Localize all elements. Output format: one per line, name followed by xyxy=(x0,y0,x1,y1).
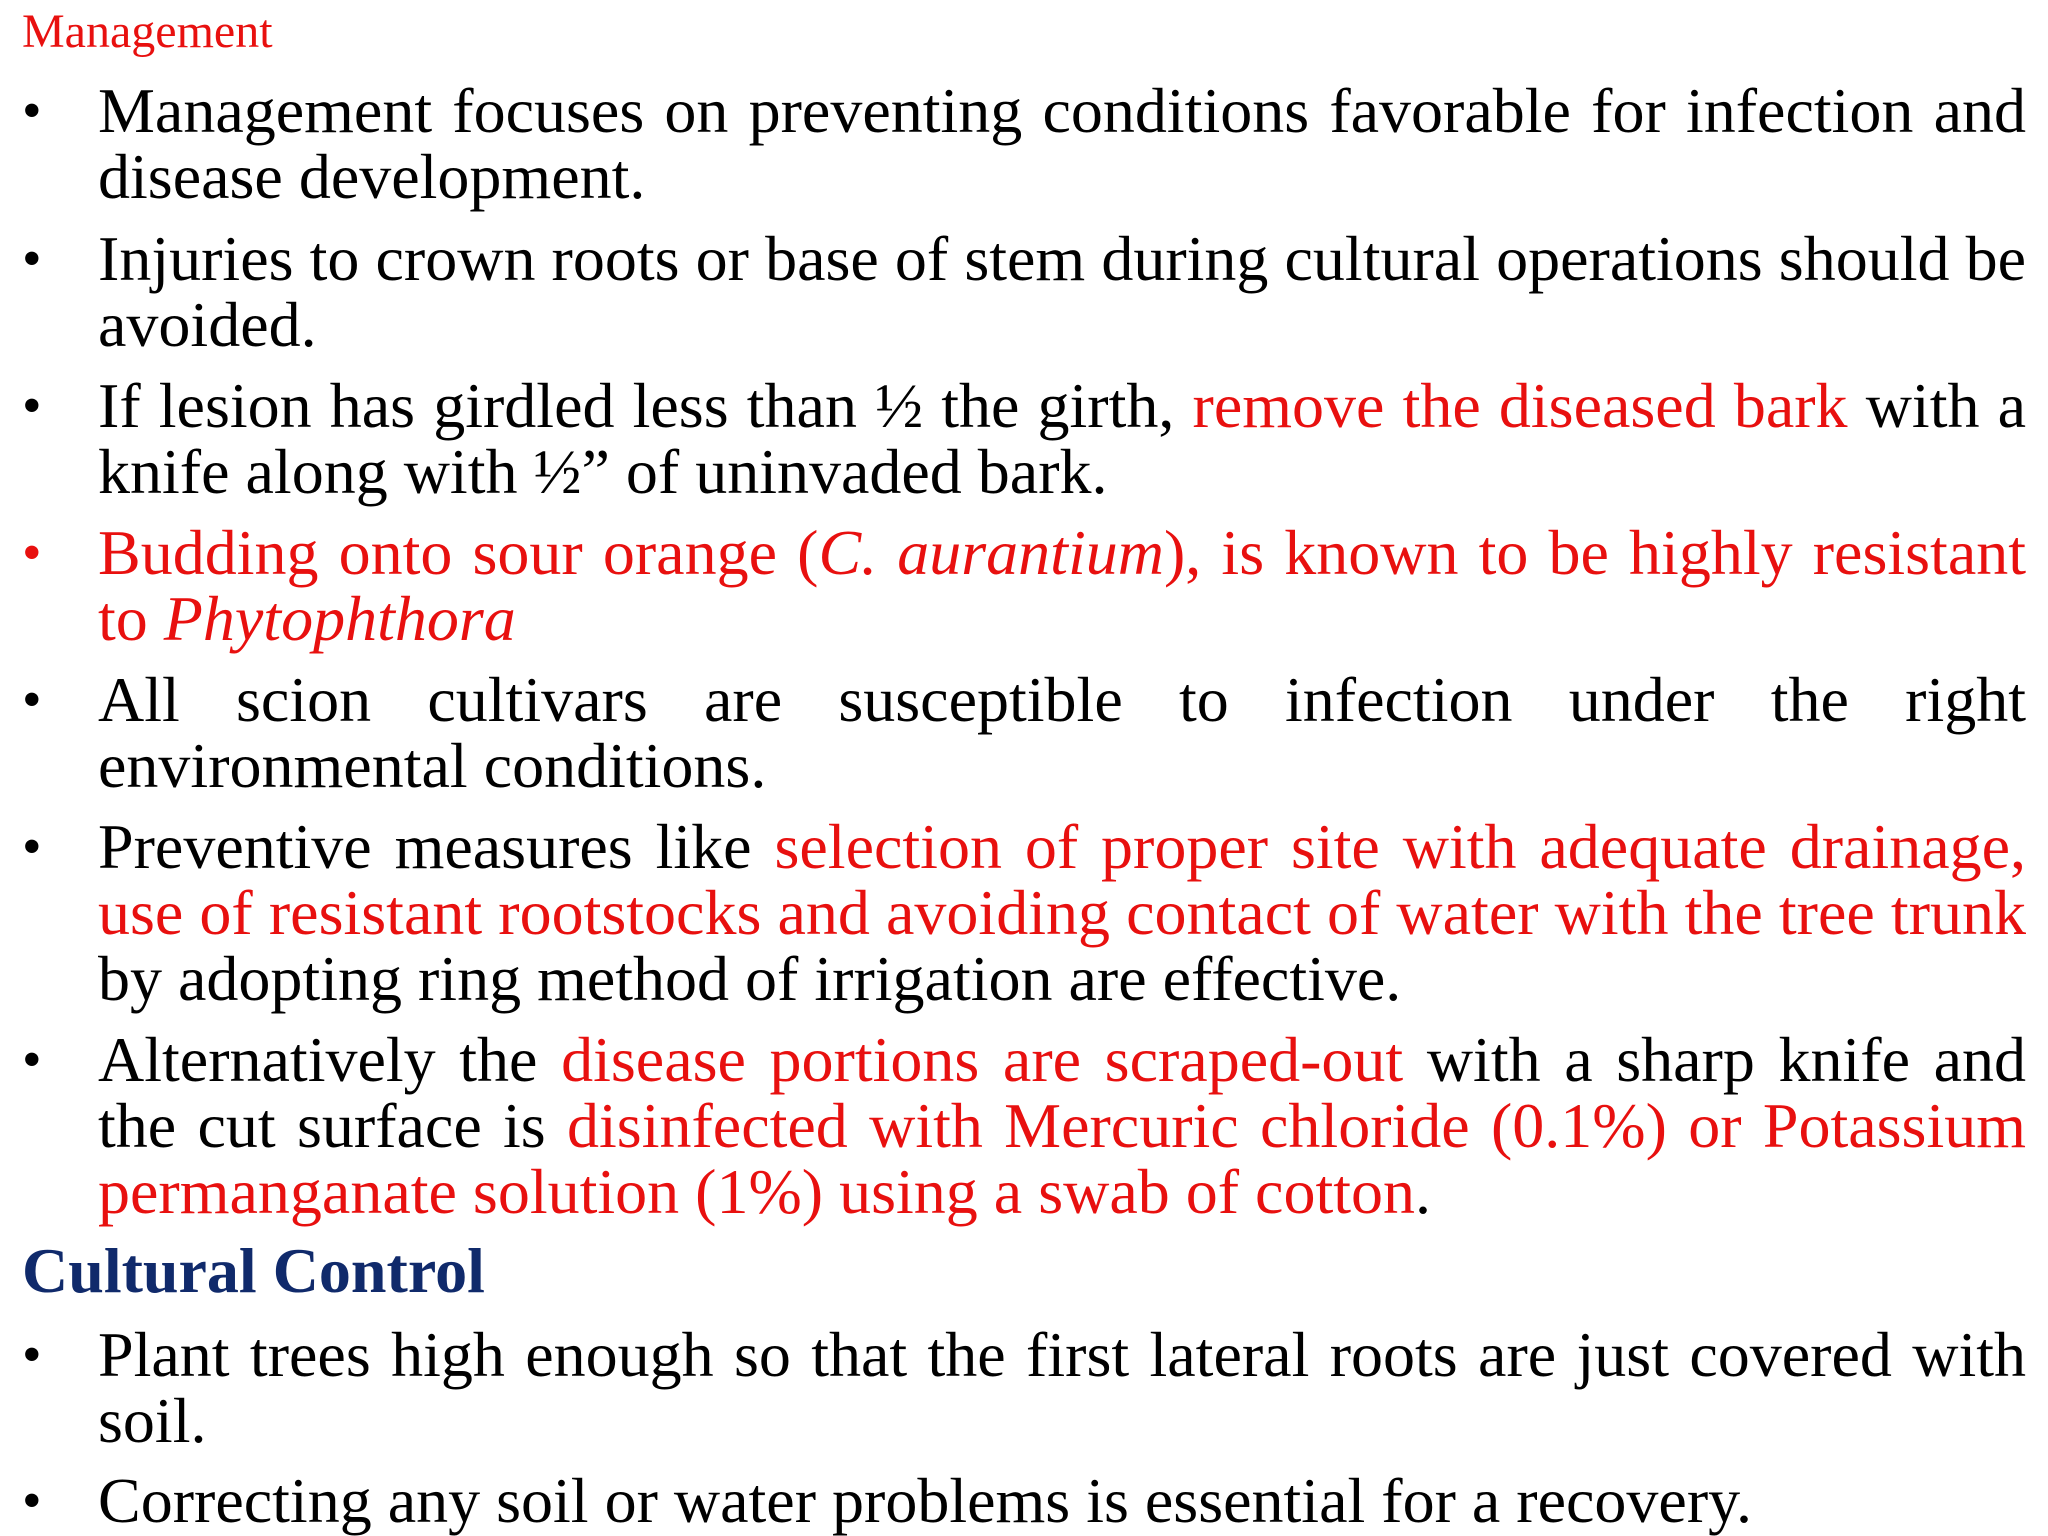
bullet-item xyxy=(22,370,2027,507)
bullet-text xyxy=(98,811,2027,1014)
text-run: If lesion has girdled less than ½ the girth, xyxy=(98,370,1193,441)
text-run: disinfected with Mercuric chloride (0.1%) or Potassium permanganate solution (1%) using a swab of cotton xyxy=(98,1090,2027,1227)
bullet-item xyxy=(22,75,2026,212)
text-run: disease portions are scraped-out xyxy=(561,1024,1404,1095)
bullet-text xyxy=(98,370,2027,507)
bullet-text xyxy=(98,223,2026,360)
bullet-item xyxy=(22,811,2027,1014)
text-run: Injuries to crown roots or base of stem during cultural operations should be avoided. xyxy=(98,223,2026,360)
text-run: All scion cultivars are susceptible to infection under the right environmental conditions. xyxy=(98,664,2026,801)
text-run: . xyxy=(1415,1156,1431,1227)
text-run: ), is known to be highly resistant to xyxy=(98,517,2027,654)
text-run: remove the diseased bark xyxy=(1192,370,1848,441)
bullet-marker: • xyxy=(22,1029,42,1091)
text-run: with a sharp knife and the cut surface is xyxy=(98,1024,2027,1161)
text-run: Phytophthora xyxy=(163,583,516,654)
text-run: Correcting any soil or water problems is essential for a recovery. xyxy=(98,1465,1752,1536)
bullet-text xyxy=(98,664,2026,801)
bullet-marker: • xyxy=(22,1324,42,1386)
text-run: by adopting ring method of irrigation are effective. xyxy=(98,943,1402,1014)
text-run: selection of proper site with adequate drainage, use of resistant rootstocks and avoiding contact of water with the tree trunk xyxy=(98,811,2027,948)
bullet-marker: • xyxy=(22,816,42,878)
text-run: C. aurantium xyxy=(818,517,1164,588)
text-run: Plant trees high enough so that the first lateral roots are just covered with soil. xyxy=(98,1319,2026,1456)
text-run: Preventive measures like xyxy=(98,811,775,882)
text-run: with a knife along with ½” of uninvaded bark. xyxy=(98,370,2027,507)
bullet-text xyxy=(98,1319,2026,1456)
text-run: Management focuses on preventing conditions favorable for infection and disease development. xyxy=(98,75,2026,212)
text-run: Alternatively the xyxy=(98,1024,562,1095)
bullet-text xyxy=(98,75,2026,212)
bullet-marker: • xyxy=(22,228,42,290)
bullet-item xyxy=(22,1465,2026,1536)
bullet-marker: • xyxy=(22,80,42,142)
bullet-text xyxy=(98,517,2027,654)
bullet-marker: • xyxy=(22,375,42,437)
bullet-marker: • xyxy=(22,1470,42,1532)
bullet-marker: • xyxy=(22,522,42,584)
bullet-item xyxy=(22,1319,2026,1456)
bullet-item xyxy=(22,664,2026,801)
bullet-text xyxy=(98,1024,2027,1227)
cultural-control-heading: Cultural Control xyxy=(22,1235,485,1306)
section-label: Management xyxy=(22,5,273,58)
bullet-item xyxy=(22,1024,2027,1227)
text-run: Budding onto sour orange ( xyxy=(98,517,819,588)
bullet-text xyxy=(98,1465,2026,1536)
bullet-item xyxy=(22,223,2026,360)
bullet-marker: • xyxy=(22,669,42,731)
bullet-item xyxy=(22,517,2027,654)
